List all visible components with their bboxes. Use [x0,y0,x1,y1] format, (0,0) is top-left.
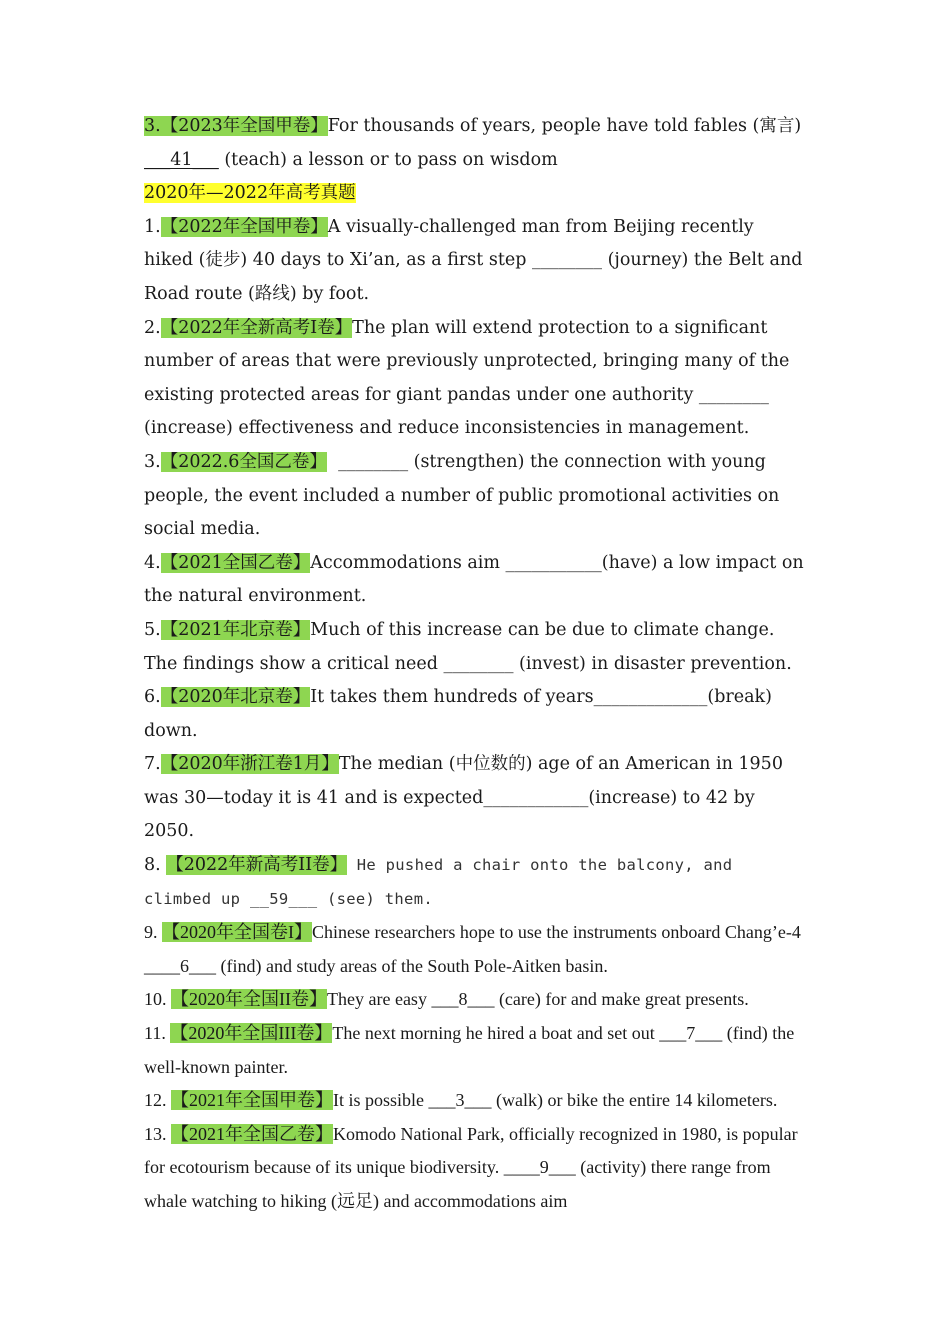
question-item-5 [144,614,806,681]
question-item-8 [144,849,806,916]
question-text: For thousands of years, people have told fables (寓言) [327,116,802,136]
question-text: Much of this increase can be due to climate change. The findings show a critical need ________ (invest) in disaster prevention. [144,619,792,674]
question-text: A visually-challenged man from Beijing recently hiked (徒步) 40 days to Xi’an, as a first step ________ (journey) the Belt and Road route (路线) by foot. [144,216,803,304]
question-number: 1. [144,216,161,237]
question-item-3 [144,446,806,547]
question-number: 8. [144,855,167,876]
question-tag: 【2022年全国甲卷】 [160,216,328,237]
question-number: 6. [144,687,161,708]
question-tag: 【2021全国乙卷】 [160,552,311,573]
question-number: 2. [144,317,161,338]
question-tag: 【2020年全国卷I】 [162,922,312,943]
question-number: 13. [144,1123,171,1144]
question-text: Komodo National Park, officially recognized in 1980, is popular for ecotourism because of its unique biodiversity. ____9___ (activity) there range from whale watching to hiking (远足) and accommodations aim [144,1123,798,1211]
question-tag: 【2020年全国III卷】 [170,1023,333,1044]
question-text: The plan will extend protection to a significant number of areas that were previously unprotected, bringing many of the existing protected areas for giant pandas under one authority ________ (increase) effectiveness and reduce inconsistencies in management. [144,317,790,439]
question-number: 11. [144,1023,171,1044]
question-item-11 [144,1017,806,1084]
question-item-2 [144,312,806,446]
question-item-10 [144,983,806,1017]
question-number: 3. [144,451,161,472]
question-number: 4. [144,552,161,573]
question-item-12 [144,1084,806,1118]
question-item-1 [144,211,806,312]
question-2023 [144,110,806,177]
question-text: They are easy ___8___ (care) for and make great presents. [327,989,749,1010]
document-page [144,110,806,1219]
question-number: 5. [144,619,161,640]
question-text: ________ (strengthen) the connection with young people, the event included a number of public promotional activities on social media. [144,451,785,540]
question-tag: 【2022.6全国乙卷】 [160,451,327,472]
question-tag: 【2020年全国II卷】 [171,989,327,1010]
question-item-9 [144,916,806,983]
question-number: 10. [144,989,171,1010]
question-tag: 【2022年全新高考I卷】 [160,317,353,338]
question-text: The median (中位数的) age of an American in 1950 was 30—today it is 41 and is expected____________(increase) to 42 by 2050. [144,754,783,842]
question-text: It is possible ___3___ (walk) or bike the entire 14 kilometers. [333,1090,778,1111]
answer-blank: ___41___ [144,149,219,170]
question-number: 7. [144,754,161,775]
question-item-13 [144,1118,806,1219]
question-item-4 [144,547,806,614]
question-item-6 [144,681,806,748]
section-title [144,177,806,211]
question-text: Accommodations aim ___________(have) a low impact on the natural environment. [144,552,804,607]
question-text: It takes them hundreds of years_____________(break) down. [144,687,772,741]
question-tag: 【2022年新高考II卷】 [166,855,348,876]
question-number: 9. [144,922,162,943]
question-text: Chinese researchers hope to use the instruments onboard Chang’e-4 ____6___ (find) and study areas of the South Pole-Aitken basin. [144,922,801,976]
section-title-text: 2020年—2022年高考真题 [144,183,356,204]
question-number: 12. [144,1090,171,1111]
question-text: He pushed a chair onto the balcony, and climbed up __59___ (see) them. [144,856,733,908]
question-text-continued: (teach) a lesson or to pass on wisdom [218,149,558,170]
question-tag: 【2021年全国乙卷】 [171,1123,333,1144]
question-item-7 [144,748,806,849]
question-tag: 3.【2023年全国甲卷】 [144,116,328,136]
question-tag: 【2021年北京卷】 [160,619,311,640]
question-tag: 【2020年北京卷】 [160,687,311,708]
question-text: The next morning he hired a boat and set out ___7___ (find) the well-known painter. [144,1023,795,1077]
question-tag: 【2021年全国甲卷】 [171,1090,333,1111]
question-tag: 【2020年浙江卷1月】 [160,754,339,775]
